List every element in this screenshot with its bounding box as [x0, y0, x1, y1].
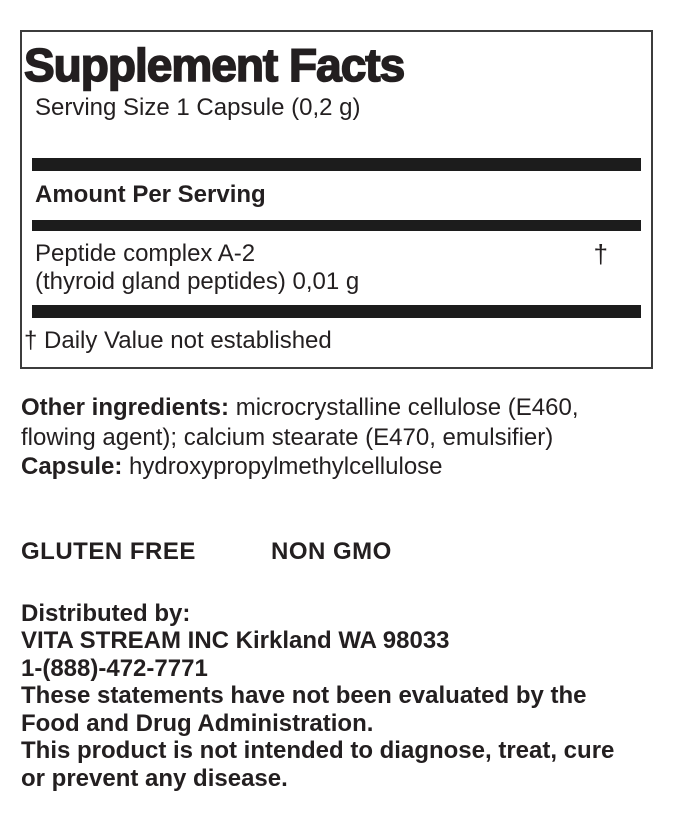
- thick-divider-bar-top: [32, 158, 641, 171]
- daily-value-footnote: † Daily Value not established: [24, 327, 332, 354]
- ingredient-name-block: [35, 240, 359, 296]
- distributor-and-disclaimer-section: [21, 600, 655, 793]
- ingredient-name: Peptide complex A-2: [35, 240, 256, 267]
- ingredient-detail: (thyroid gland peptides) 0,01 g: [35, 268, 360, 295]
- ingredient-row: [35, 240, 638, 296]
- gluten-free-badge: GLUTEN FREE: [21, 537, 196, 565]
- serving-size-text: Serving Size 1 Capsule (0,2 g): [35, 94, 361, 121]
- thick-divider-bar-bottom: [32, 305, 641, 318]
- distributor-name-address: VITA STREAM INC Kirkland WA 98033: [21, 627, 450, 655]
- fda-disclaimer-line-1: These statements have not been evaluated by the: [21, 682, 587, 710]
- product-disclaimer-line-2: or prevent any disease.: [21, 765, 288, 793]
- other-ingredients-label: Other ingredients:: [21, 394, 230, 421]
- amount-per-serving-heading: Amount Per Serving: [35, 181, 266, 208]
- other-ingredients-line-2: flowing agent); calcium stearate (E470, emulsifier): [21, 423, 554, 451]
- dagger-symbol: †: [593, 239, 608, 269]
- supplement-facts-panel: [20, 30, 653, 369]
- capsule-text: hydroxypropylmethylcellulose: [129, 453, 443, 480]
- badges-row: [21, 538, 675, 566]
- other-ingredients-line-1: [21, 393, 655, 423]
- thick-divider-bar-middle: [32, 220, 641, 231]
- other-ingredients-text-1: microcrystalline cellulose (E460,: [235, 394, 579, 421]
- product-disclaimer-line-1: This product is not intended to diagnose, treat, cure: [21, 737, 615, 765]
- fda-disclaimer-line-2: Food and Drug Administration.: [21, 709, 374, 737]
- capsule-line: [21, 452, 655, 482]
- capsule-label: Capsule:: [21, 453, 123, 480]
- non-gmo-badge: NON GMO: [271, 537, 392, 565]
- distributor-phone: 1-(888)-472-7771: [21, 654, 208, 682]
- other-ingredients-section: [21, 393, 655, 482]
- panel-title: Supplement Facts: [24, 39, 405, 91]
- distributed-by-label: Distributed by:: [21, 599, 191, 627]
